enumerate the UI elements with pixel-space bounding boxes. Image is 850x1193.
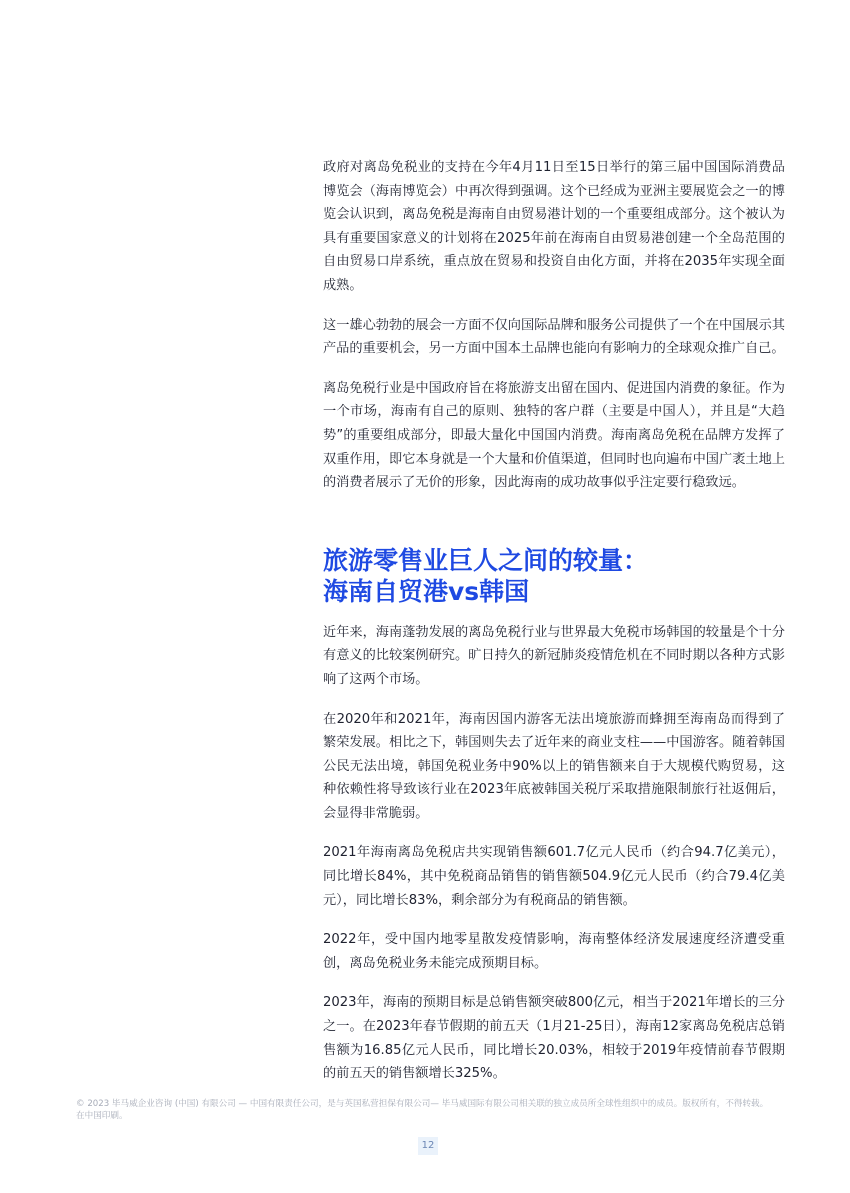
paragraph: 政府对离岛免税业的支持在今年4月11日至15日举行的第三届中国国际消费品博览会（海南博览会）中再次得到强调。这个已经成为亚洲主要展览会之一的博览会认识到，离岛免税是海南自由贸易港计划的一个重要组成部分。这个被认为具有重要国家意义的计划将在2025年前在海南自由贸易港创建一个全岛范围的自由贸易口岸系统，重点放在贸易和投资自由化方面，并将在2035年实现全面成熟。 <box>323 160 785 293</box>
paragraph: 2021年海南离岛免税店共实现销售额601.7亿元人民币（约合94.7亿美元），同比增长84%，其中免税商品销售的销售额504.9亿元人民币（约合79.4亿美元），同比增长83%，剩余部分为有税商品的销售额。 <box>323 845 785 908</box>
paragraph: 这一雄心勃勃的展会一方面不仅向国际品牌和服务公司提供了一个在中国展示其产品的重要机会，另一方面中国本土品牌也能向有影响力的全球观众推广自己。 <box>323 317 785 357</box>
paragraph: 2023年，海南的预期目标是总销售额突破800亿元，相当于2021年增长的三分之一。在2023年春节假期的前五天（1月21-25日），海南12家离岛免税店总销售额为16.85亿元人民币，同比增长20.03%，相较于2019年疫情前春节假期的前五天的销售额增长325%。 <box>323 995 785 1082</box>
paragraph: 离岛免税行业是中国政府旨在将旅游支出留在国内、促进国内消费的象征。作为一个市场，海南有自己的原则、独特的客户群（主要是中国人），并且是“大趋势”的重要组成部分，即最大量化中国国内消费。海南离岛免税在品牌方发挥了双重作用，即它本身就是一个大量和价值渠道，但同时也向遍布中国广袤土地上的消费者展示了无价的形象，因此海南的成功故事似乎注定要行稳致远。 <box>323 380 785 491</box>
section-heading-line-2: 海南自贸港vs韩国 <box>323 576 530 606</box>
section-heading-line-1: 旅游零售业巨人之间的较量： <box>323 545 649 575</box>
article-body <box>323 156 785 1102</box>
paragraph: 2022年，受中国内地零星散发疫情影响，海南整体经济发展速度经济遭受重创，离岛免税业务未能完成预期目标。 <box>323 932 785 971</box>
section-heading <box>323 545 785 607</box>
paragraph: 近年来，海南蓬勃发展的离岛免税行业与世界最大免税市场韩国的较量是个十分有意义的比较案例研究。旷日持久的新冠肺炎疫情危机在不同时期以各种方式影响了这两个市场。 <box>323 624 785 687</box>
page-number: 12 <box>418 1137 438 1155</box>
paragraph: 在2020年和2021年，海南因国内游客无法出境旅游而蜂拥至海南岛而得到了繁荣发展。相比之下，韩国则失去了近年来的商业支柱——中国游客。随着韩国公民无法出境，韩国免税业务中90%以上的销售额来自于大规模代购贸易，这种依赖性将导致该行业在2023年底被韩国关税厅采取措施限制旅行社返佣后，会显得非常脆弱。 <box>323 711 785 821</box>
copyright-footer: © 2023 毕马威企业咨询 (中国) 有限公司 — 中国有限责任公司，是与英国私营担保有限公司— 毕马威国际有限公司相关联的独立成员所全球性组织中的成员。版权所有，不得转载。在中国印刷。 <box>76 1099 769 1121</box>
